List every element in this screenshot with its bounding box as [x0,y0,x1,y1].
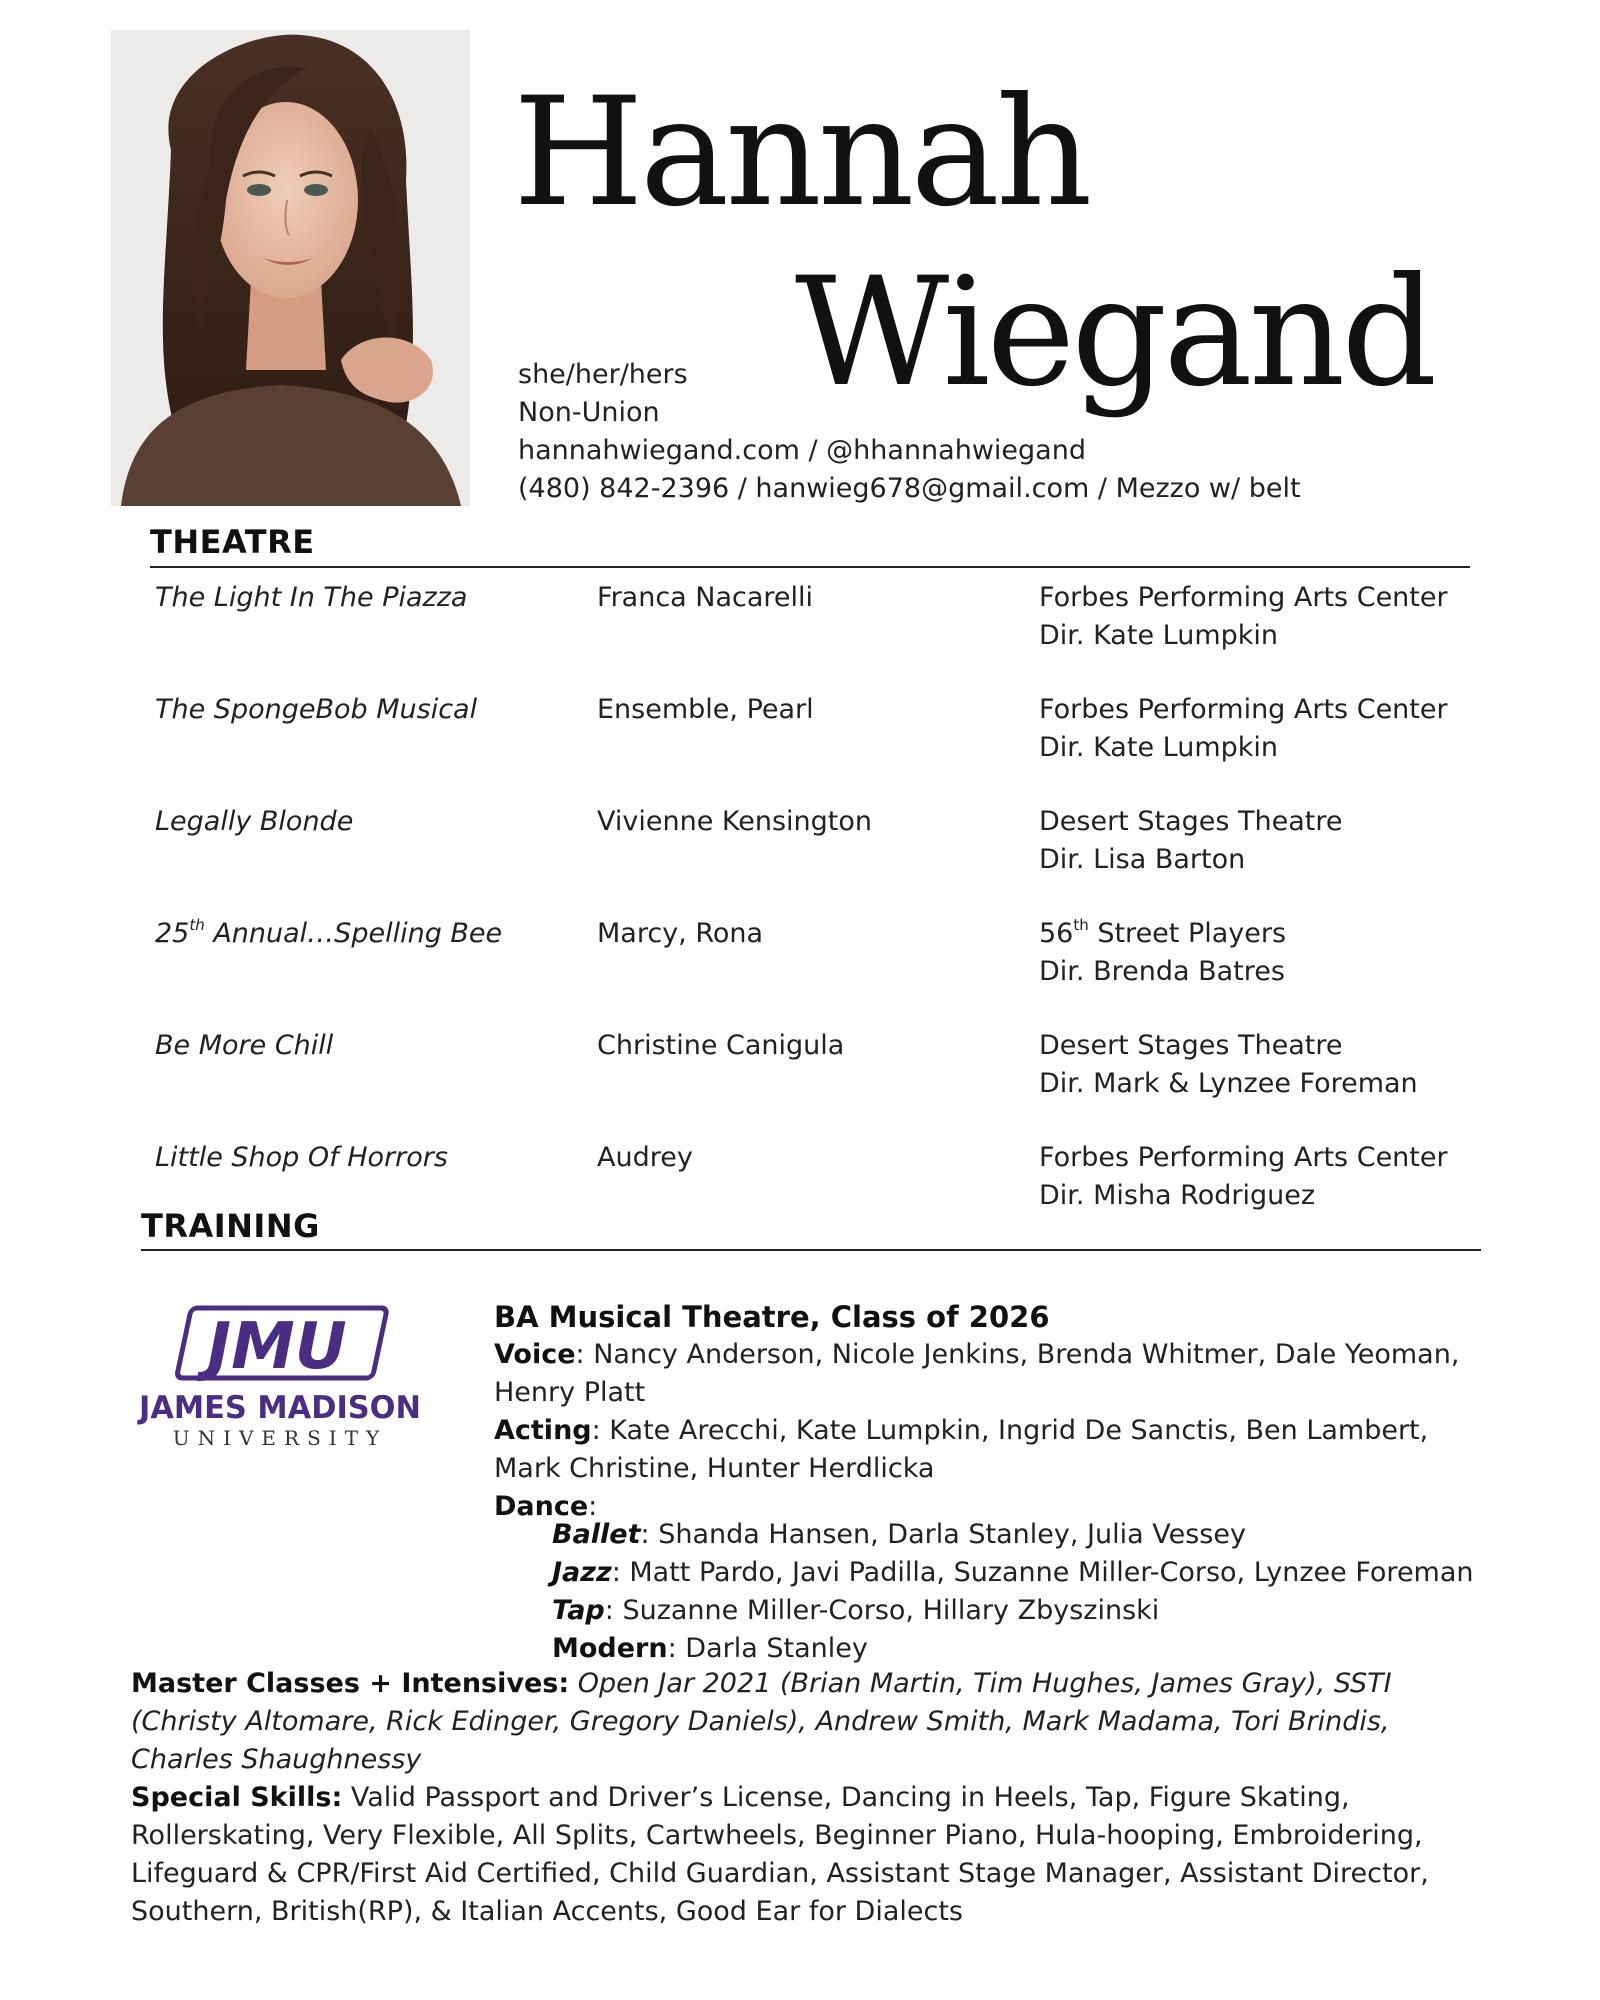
credit-venue: Forbes Performing Arts Center [1039,1142,1448,1173]
credit-role: Franca Nacarelli [597,582,814,613]
credit-venue: 56th Street Players [1039,916,1287,949]
master-classes-line: Master Classes + Intensives: Open Jar 2021 (Brian Martin, Tim Hughes, James Gray), SSTI [131,1668,1392,1699]
acting-line: Acting: Kate Arecchi, Kate Lumpkin, Ingrid De Sanctis, Ben Lambert, [494,1415,1429,1446]
credit-show: The Light In The Piazza [155,582,468,613]
credit-role: Vivienne Kensington [597,806,873,837]
credit-director: Dir. Lisa Barton [1039,844,1246,875]
credit-venue: Desert Stages Theatre [1039,806,1343,837]
jmu-logo-line2: UNIVERSITY [172,1426,388,1450]
credit-show: Little Shop Of Horrors [155,1142,448,1173]
master-classes-line-3: Charles Shaughnessy [131,1744,422,1775]
special-skills-line-3: Lifeguard & CPR/First Aid Certified, Child Guardian, Assistant Stage Manager, Assistant Director, [131,1858,1429,1889]
tap-line: Tap: Suzanne Miller-Corso, Hillary Zbyszinski [552,1595,1160,1626]
credit-show: 25th Annual…Spelling Bee [155,916,503,949]
dance-line: Dance: [494,1491,598,1522]
credit-role: Audrey [597,1142,693,1173]
credit-director: Dir. Brenda Batres [1039,956,1285,987]
credit-show: Legally Blonde [155,806,354,837]
union-status: Non-Union [518,397,660,428]
credit-director: Dir. Misha Rodriguez [1039,1180,1316,1211]
headshot-photo [111,30,470,506]
section-divider [150,566,1470,568]
voice-line: Voice: Nancy Anderson, Nicole Jenkins, Brenda Whitmer, Dale Yeoman, [494,1339,1460,1370]
voice-line-cont: Henry Platt [494,1377,646,1408]
credit-director: Dir. Mark & Lynzee Foreman [1039,1068,1418,1099]
modern-line: Modern: Darla Stanley [552,1633,868,1664]
credit-director: Dir. Kate Lumpkin [1039,732,1279,763]
credit-venue: Forbes Performing Arts Center [1039,694,1448,725]
section-divider [141,1249,1481,1251]
jazz-line: Jazz: Matt Pardo, Javi Padilla, Suzanne Miller-Corso, Lynzee Foreman [552,1557,1474,1588]
section-title-training: TRAINING [141,1207,320,1245]
credit-role: Marcy, Rona [597,918,764,949]
credit-show: Be More Chill [155,1030,334,1061]
credit-director: Dir. Kate Lumpkin [1039,620,1279,651]
acting-line-cont: Mark Christine, Hunter Herdlicka [494,1453,935,1484]
ballet-line: Ballet: Shanda Hansen, Darla Stanley, Julia Vessey [552,1519,1246,1550]
credit-role: Christine Canigula [597,1030,845,1061]
special-skills-line-2: Rollerskating, Very Flexible, All Splits, Cartwheels, Beginner Piano, Hula-hooping, Embroidering, [131,1820,1423,1851]
jmu-logo [135,1300,425,1450]
first-name: Hannah [513,66,1089,240]
master-classes-line-2: (Christy Altomare, Rick Edinger, Gregory Daniels), Andrew Smith, Mark Madama, Tori Brindis, [131,1706,1390,1737]
website-social: hannahwiegand.com / @hhannahwiegand [518,435,1086,466]
special-skills-line: Special Skills: Valid Passport and Driver’s License, Dancing in Heels, Tap, Figure Skating, [131,1782,1350,1813]
credit-show: The SpongeBob Musical [155,694,478,725]
degree: BA Musical Theatre, Class of 2026 [494,1300,1050,1334]
jmu-logo-mark: JMU [207,1310,347,1384]
last-name: Wiegand [795,246,1434,420]
credit-venue: Forbes Performing Arts Center [1039,582,1448,613]
phone-email-voice: (480) 842-2396 / hanwieg678@gmail.com / Mezzo w/ belt [518,473,1301,504]
special-skills-line-4: Southern, British(RP), & Italian Accents, Good Ear for Dialects [131,1896,963,1927]
jmu-logo-line1: JAMES MADISON [137,1390,421,1426]
credit-role: Ensemble, Pearl [597,694,814,725]
headshot-illustration [111,30,470,506]
section-title-theatre: THEATRE [150,523,315,561]
credit-venue: Desert Stages Theatre [1039,1030,1343,1061]
pronouns: she/her/hers [518,359,688,390]
